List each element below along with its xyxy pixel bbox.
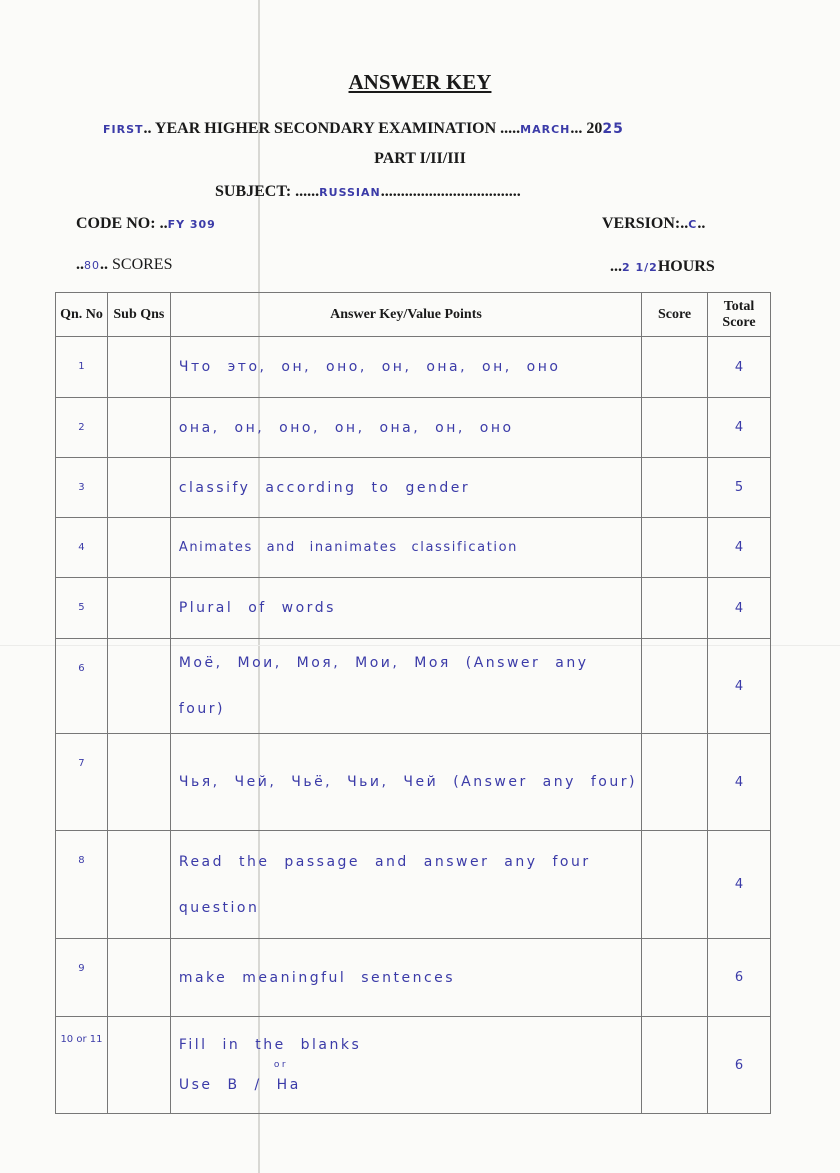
sub-cell	[107, 639, 170, 734]
col-total-score: Total Score	[708, 293, 771, 337]
sub-cell	[107, 831, 170, 939]
sub-cell	[107, 458, 170, 518]
year-prefix: 20	[586, 120, 603, 137]
scores-label: SCORES	[112, 256, 173, 273]
answer-cell-part-1: Fill in the blanks	[178, 1037, 362, 1053]
answer-cell: make meaningful sentences	[170, 939, 641, 1017]
total-cell: 4	[708, 734, 771, 831]
subject-label: SUBJECT:	[215, 183, 292, 200]
score-cell	[642, 518, 708, 578]
col-qn-no: Qn. No	[56, 293, 108, 337]
version-label: VERSION:	[602, 215, 681, 232]
qn-cell: 3	[56, 458, 108, 518]
version-value: C	[688, 218, 698, 231]
qn-cell: 10 or 11	[56, 1017, 108, 1114]
table-row	[56, 578, 771, 639]
answer-key-table	[55, 292, 771, 1114]
version-line: VERSION:..C..	[602, 215, 706, 232]
part-line	[0, 150, 840, 168]
total-cell: 5	[708, 458, 771, 518]
col-sub-qns: Sub Qns	[107, 293, 170, 337]
score-cell	[642, 458, 708, 518]
scores-value: 80	[84, 259, 100, 272]
sub-cell	[107, 578, 170, 639]
code-line: CODE NO: ..FY 309	[76, 215, 216, 232]
qn-cell: 2	[56, 398, 108, 458]
score-cell	[642, 337, 708, 398]
scores-line: ..80.. SCORES	[76, 256, 173, 273]
col-answer: Answer Key/Value Points	[170, 293, 641, 337]
answer-cell: Animates and inanimates classification	[170, 518, 641, 578]
total-cell: 6	[708, 1017, 771, 1114]
total-cell: 4	[708, 578, 771, 639]
subject-value: RUSSIAN	[319, 186, 381, 199]
qn-cell: 4	[56, 518, 108, 578]
answer-cell: Read the passage and answer any four question	[170, 831, 641, 939]
sub-cell	[107, 398, 170, 458]
score-cell	[642, 1017, 708, 1114]
sub-cell	[107, 939, 170, 1017]
table-header	[56, 293, 771, 337]
exam-label: YEAR HIGHER SECONDARY EXAMINATION	[154, 120, 497, 137]
qn-cell: 9	[56, 939, 108, 1017]
code-label: CODE NO:	[76, 215, 156, 232]
score-cell	[642, 831, 708, 939]
table-row	[56, 337, 771, 398]
year-value: FIRST	[103, 123, 144, 136]
answer-cell: Моё, Мои, Моя, Мои, Моя (Answer any four)	[170, 639, 641, 734]
sub-cell	[107, 337, 170, 398]
exam-line: FIRST.. YEAR HIGHER SECONDARY EXAMINATION .....MARCH... 2025	[103, 120, 624, 137]
sub-cell	[107, 518, 170, 578]
code-value: FY 309	[167, 218, 216, 231]
part-value: I/II/III	[419, 150, 466, 167]
table-row	[56, 458, 771, 518]
score-cell	[642, 639, 708, 734]
total-cell: 4	[708, 398, 771, 458]
total-cell: 4	[708, 518, 771, 578]
hours-value: 2 1/2	[622, 261, 658, 274]
qn-cell: 7	[56, 734, 108, 831]
total-cell: 6	[708, 939, 771, 1017]
score-cell	[642, 578, 708, 639]
answer-cell: classify according to gender	[170, 458, 641, 518]
subject-line: SUBJECT: ......RUSSIAN...................................	[215, 183, 521, 200]
total-cell: 4	[708, 831, 771, 939]
answer-cell: Что это, он, оно, он, она, он, оно	[170, 337, 641, 398]
answer-cell: Чья, Чей, Чьё, Чьи, Чей (Answer any four)	[170, 734, 641, 831]
qn-cell: 6	[56, 639, 108, 734]
month-value: MARCH	[520, 123, 571, 136]
score-cell	[642, 939, 708, 1017]
page-title: ANSWER KEY	[348, 70, 492, 94]
table-row	[56, 1017, 771, 1114]
sub-cell	[107, 734, 170, 831]
total-cell: 4	[708, 337, 771, 398]
table-row	[56, 939, 771, 1017]
year-suffix: 25	[602, 121, 624, 137]
qn-cell: 5	[56, 578, 108, 639]
hours-line: ...2 1/2HOURS	[610, 258, 715, 275]
table-row	[56, 831, 771, 939]
answer-cell-part-2: Use В / На	[178, 1077, 301, 1093]
sub-cell	[107, 1017, 170, 1114]
answer-cell: она, он, оно, он, она, он, оно	[170, 398, 641, 458]
score-cell	[642, 398, 708, 458]
table-row	[56, 639, 771, 734]
or-label: or	[273, 1060, 289, 1070]
col-score: Score	[642, 293, 708, 337]
table-row	[56, 734, 771, 831]
part-label: PART	[374, 150, 416, 167]
table-row	[56, 518, 771, 578]
qn-cell: 1	[56, 337, 108, 398]
qn-cell: 8	[56, 831, 108, 939]
total-cell: 4	[708, 639, 771, 734]
table-row	[56, 398, 771, 458]
hours-label: HOURS	[657, 258, 715, 275]
score-cell	[642, 734, 708, 831]
answer-cell: Plural of words	[170, 578, 641, 639]
